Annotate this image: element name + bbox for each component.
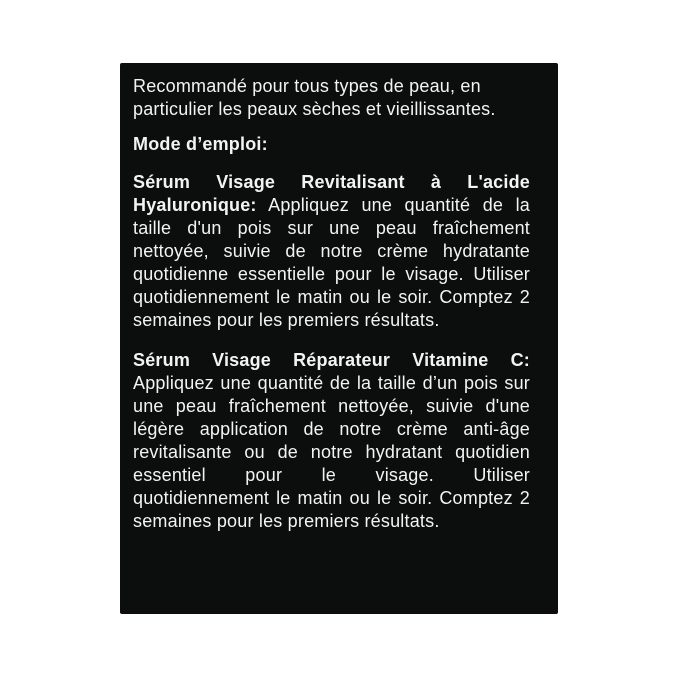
hyaluronic-serum-instructions (133, 171, 530, 332)
recommendation-paragraph: Recommandé pour tous types de peau, en particulier les peaux sèches et vieillissantes. (133, 76, 496, 119)
vitamin-c-serum-title: Sérum Visage Réparateur Vitamine C: (133, 350, 530, 370)
product-label-panel (120, 63, 558, 614)
hyaluronic-serum-body: Appliquez une quantité de la taille d'un pois sur une peau fraîchement nettoyée, suivie de notre crème hydratante quotidienne essentielle pour le visage. Utiliser quotidiennement le matin ou le soir. Comptez 2 semaines pour les premiers résultats. (133, 195, 531, 330)
usage-heading: Mode d’emploi: (133, 134, 268, 154)
vitamin-c-serum-body: Appliquez une quantité de la taille d’un pois sur une peau fraîchement nettoyée, suivie d'une légère application de notre crème anti-âge revitalisante ou de notre hydratant quotidien essentiel pour le visage. Utiliser quotidiennement le matin ou le soir. Comptez 2 semaines pour les premiers résultats. (133, 373, 530, 531)
hyaluronic-serum-title: Sérum Visage Revitalisant à L'acide Hyaluronique: (133, 172, 530, 215)
vitamin-c-serum-instructions (133, 349, 530, 533)
